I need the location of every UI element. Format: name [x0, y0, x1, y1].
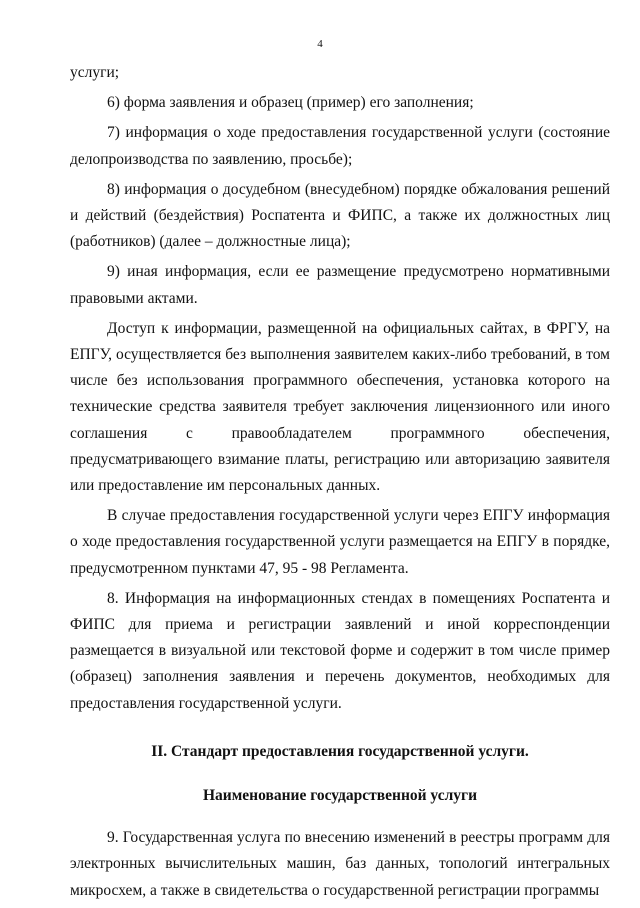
paragraph-point-8: 8. Информация на информационных стендах в помещениях Роспатента и ФИПС для приема и регистрации заявлений и иной корреспонденции размещается в визуальной или текстовой форме и содержит в том числе пример (образец) заполнения заявления и перечень документов, необходимых для предоставления государственной услуги.	[70, 589, 610, 712]
paragraph-continuation: услуги;	[70, 64, 120, 81]
paragraph-item-9: 9) иная информация, если ее размещение предусмотрено нормативными правовыми актами.	[70, 263, 610, 307]
section-heading: II. Стандарт предоставления государственной услуги.	[151, 742, 529, 760]
subheading: Наименование государственной услуги	[203, 787, 477, 805]
paragraph-epgu: В случае предоставления государственной услуги через ЕПГУ информация о ходе предоставления государственной услуги размещается на ЕПГУ в порядке, предусмотренном пунктами 47, 95 - 98 Регламента.	[70, 507, 610, 577]
paragraph-access: Доступ к информации, размещенной на официальных сайтах, в ФРГУ, на ЕПГУ, осуществляется без выполнения заявителем каких-либо требований, в том числе без использования программного обеспечения, установка которого на технические средства заявителя требует заключения лицензионного или иного соглашения с правообладателем программного обеспечения, предусматривающего взимание платы, регистрацию или авторизацию заявителя или предоставление им персональных данных.	[70, 319, 610, 495]
paragraph-point-9: 9. Государственная услуга по внесению изменений в реестры программ для электронных вычислительных машин, баз данных, топологий интегральных микросхем, а также в свидетельства о государственной регистрации программы	[70, 829, 610, 899]
paragraph-item-8: 8) информация о досудебном (внесудебном) порядке обжалования решений и действий (бездействия) Роспатента и ФИПС, а также их должностных лиц (работников) (далее – должностные лица);	[70, 180, 610, 251]
document-body	[70, 60, 610, 908]
paragraph-item-7: 7) информация о ходе предоставления государственной услуги (состояние делопроизводства по заявлению, просьбе);	[70, 124, 610, 168]
paragraph-item-6: 6) форма заявления и образец (пример) его заполнения;	[107, 94, 474, 112]
page-number: 4	[317, 38, 323, 50]
